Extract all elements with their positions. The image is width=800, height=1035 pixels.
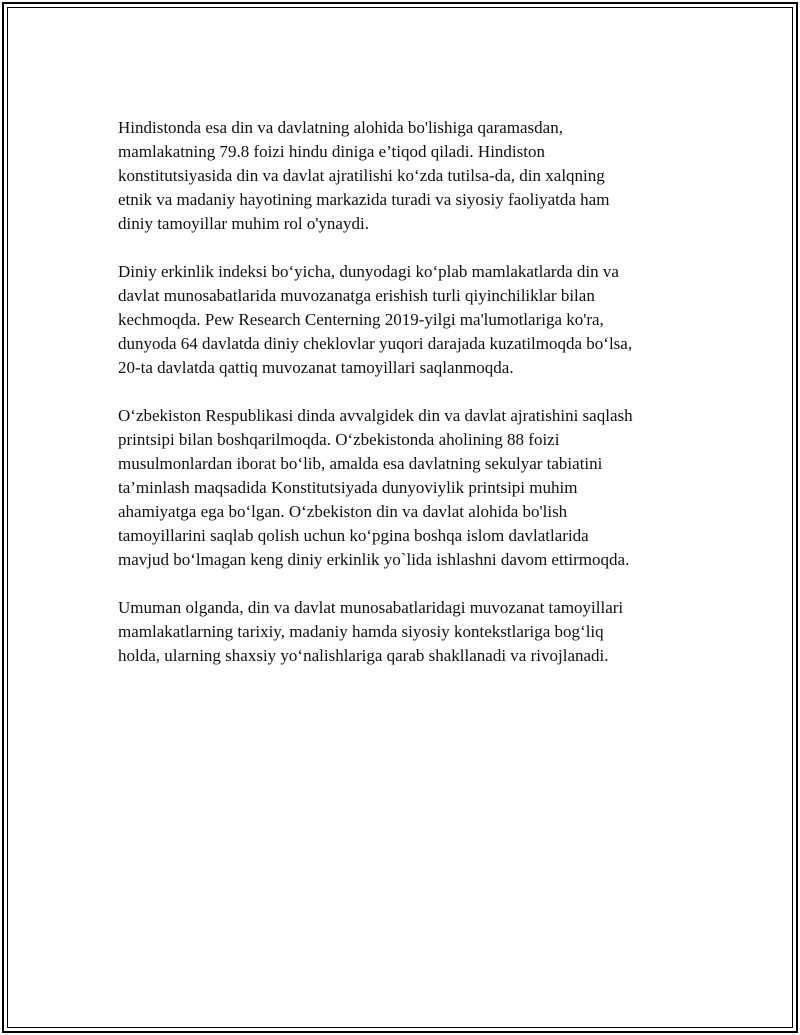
text-line: printsipi bilan boshqarilmoqda. O‘zbekistonda aholining 88 foizi (118, 430, 560, 449)
text-line: mamlakatning 79.8 foizi hindu diniga e’tiqod qiladi. Hindiston (118, 142, 545, 161)
text-line: 20-ta davlatda qattiq muvozanat tamoyillari saqlanmoqda. (118, 358, 514, 377)
text-line: diniy tamoyillar muhim rol o'ynaydi. (118, 214, 369, 233)
text-line: tamoyillarini saqlab qolish uchun ko‘pgina boshqa islom davlatlarida (118, 526, 589, 545)
text-line: mamlakatlarning tarixiy, madaniy hamda siyosiy kontekstlariga bog‘liq (118, 622, 604, 641)
text-line: konstitutsiyasida din va davlat ajratilishi ko‘zda tutilsa-da, din xalqning (118, 166, 605, 185)
text-line: kechmoqda. Pew Research Centerning 2019-yilgi ma'lumotlariga ko'ra, (118, 310, 604, 329)
text-line: davlat munosabatlarida muvozanatga erishish turli qiyinchiliklar bilan (118, 286, 595, 305)
paragraph-india (118, 116, 698, 236)
text-line: Umuman olganda, din va davlat munosabatlaridagi muvozanat tamoyillari (118, 598, 624, 617)
text-line: holda, ularning shaxsiy yo‘nalishlariga qarab shakllanadi va rivojlanadi. (118, 646, 609, 665)
text-line: mavjud bo‘lmagan keng diniy erkinlik yo`lida ishlashni davom ettirmoqda. (118, 550, 630, 569)
text-line: etnik va madaniy hayotining markazida turadi va siyosiy faoliyatda ham (118, 190, 610, 209)
paragraph-conclusion (118, 596, 698, 668)
text-line: ahamiyatga ega bo‘lgan. O‘zbekiston din va davlat alohida bo'lish (118, 502, 568, 521)
document-body (118, 116, 698, 692)
paragraph-uzbekistan (118, 404, 698, 572)
text-line: O‘zbekiston Respublikasi dinda avvalgidek din va davlat ajratishini saqlash (118, 406, 633, 425)
text-line: ta’minlash maqsadida Konstitutsiyada dunyoviylik printsipi muhim (118, 478, 578, 497)
text-line: dunyoda 64 davlatda diniy cheklovlar yuqori darajada kuzatilmoqda bo‘lsa, (118, 334, 633, 353)
text-line: Hindistonda esa din va davlatning alohida bo'lishiga qaramasdan, (118, 118, 563, 137)
text-line: Diniy erkinlik indeksi bo‘yicha, dunyodagi ko‘plab mamlakatlarda din va (118, 262, 619, 281)
text-line: musulmonlardan iborat bo‘lib, amalda esa davlatning sekulyar tabiatini (118, 454, 603, 473)
paragraph-religious-freedom (118, 260, 698, 380)
